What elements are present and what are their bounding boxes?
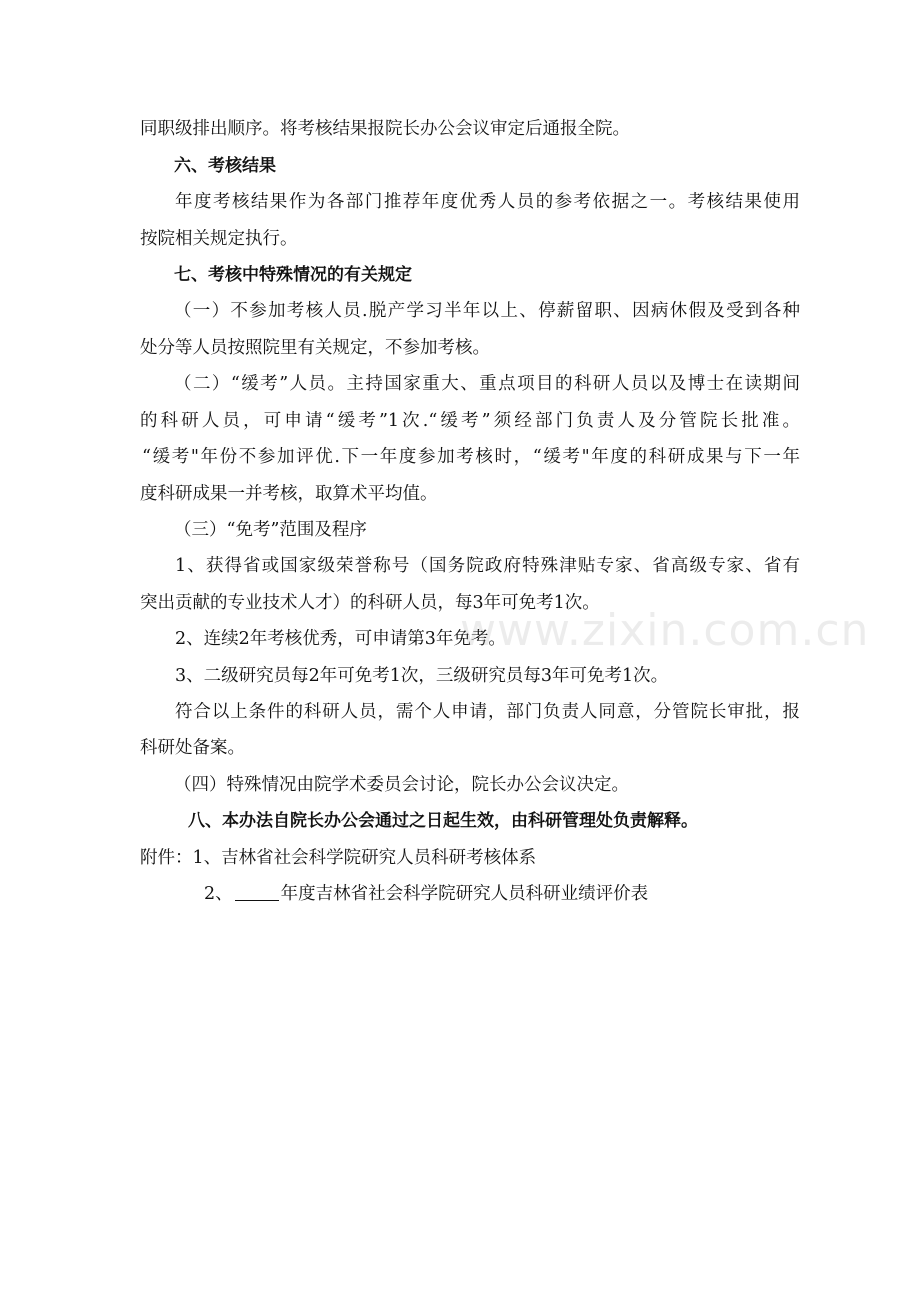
paragraph-line: 处分等人员按照院里有关规定，不参加考核。 [140,338,490,358]
paragraph-line: （一）不参加考核人员.脱产学习半年以上、停薪留职、因病休假及受到各种 [174,301,800,321]
paragraph-line: （二）“缓考”人员。主持国家重大、重点项目的科研人员以及博士在读期间 [174,374,800,394]
section-heading: 八、本办法自院长办公会通过之日起生效，由科研管理处负责解释。 [188,811,698,831]
paragraph-line: 3、二级研究员每2年可免考1次，三级研究员每3年可免考1次。 [175,666,669,686]
paragraph-line: 1、获得省或国家级荣誉称号（国务院政府特殊津贴专家、省高级专家、省有 [175,556,800,576]
watermark-text: www.zixin.com.cn [460,605,870,656]
attachment-line [204,882,764,906]
paragraph-line: 科研处备案。 [140,738,245,758]
paragraph-line: （四）特殊情况由院学术委员会讨论，院长办公会议决定。 [174,775,629,795]
paragraph-line: 按院相关规定执行。 [140,229,298,249]
section-heading: 七、考核中特殊情况的有关规定 [174,265,412,285]
fill-in-blank [235,882,279,901]
paragraph-line: 年度考核结果作为各部门推荐年度优秀人员的参考依据之一。考核结果使用 [175,192,800,212]
paragraph-line: 度科研成果一并考核，取算术平均值。 [140,484,438,504]
paragraph-line: 的科研人员，可申请“缓考”1次.“缓考”须经部门负责人及分管院长批准。 [140,411,800,431]
paragraph-line: （三）“免考”范围及程序 [174,520,367,540]
attachment-number: 2、 [204,884,233,904]
section-heading: 六、考核结果 [174,156,276,176]
paragraph-line: 符合以上条件的科研人员，需个人申请，部门负责人同意，分管院长审批，报 [175,702,800,722]
paragraph-line: 2、连续2年考核优秀，可申请第3年免考。 [175,629,506,649]
attachment-title: 年度吉林省社会科学院研究人员科研业绩评价表 [280,884,649,904]
attachment-line: 附件：1、吉林省社会科学院研究人员科研考核体系 [140,848,537,868]
paragraph-line: 突出贡献的专业技术人才）的科研人员，每3年可免考1次。 [140,593,600,613]
paragraph-line: “缓考"年份不参加评优.下一年度参加考核时，“缓考"年度的科研成果与下一年 [142,447,800,467]
paragraph-line: 同职级排出顺序。将考核结果报院长办公会议审定后通报全院。 [140,119,630,139]
